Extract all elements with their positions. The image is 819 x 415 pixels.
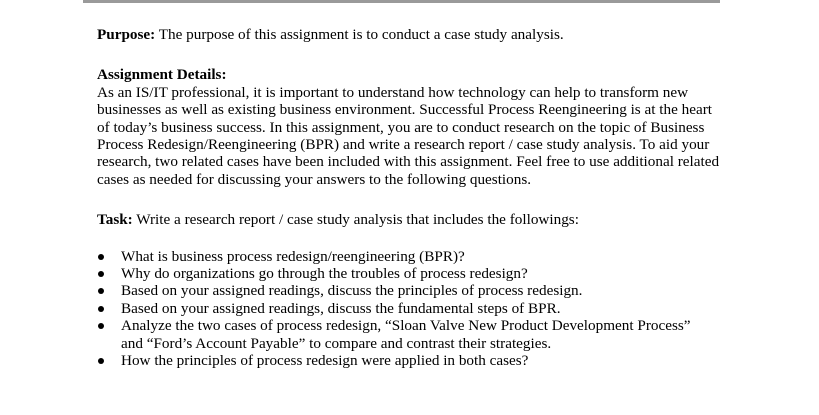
question-text: Based on your assigned readings, discuss the principles of process redesign.: [121, 282, 583, 300]
bullet-icon: [98, 306, 104, 312]
list-item: [97, 300, 711, 317]
bullet-icon: [98, 323, 104, 329]
bullet-icon: [98, 288, 104, 294]
bullet-icon: [98, 358, 104, 364]
purpose-paragraph: [97, 26, 737, 43]
bullet-icon: [98, 271, 104, 277]
question-text: Analyze the two cases of process redesign, “Sloan Valve New Product Development Process” and “Ford’s Account Payable” to compare and contrast their strategies.: [121, 317, 691, 352]
list-item: [97, 282, 711, 299]
list-item: [97, 352, 711, 369]
assignment-details-heading: Assignment Details:: [97, 66, 227, 84]
question-text: Why do organizations go through the troubles of process redesign?: [121, 265, 528, 283]
task-paragraph: [97, 211, 737, 228]
question-text: What is business process redesign/reengineering (BPR)?: [121, 247, 465, 265]
list-item: [97, 248, 711, 265]
purpose-label: Purpose:: [97, 26, 156, 43]
question-text: How the principles of process redesign were applied in both cases?: [121, 352, 529, 370]
assignment-details-body: As an IS/IT professional, it is important to understand how technology can help to transform new businesses as well as existing business environment. Successful Process Reengineering is at the heart of today’s business success. In this assignment, you are to conduct research on the topic of Business Process Redesign/Reengineering (BPR) and write a research report / case study analysis. To aid your research, two related cases have been included with this assignment. Feel free to use additional related cases as needed for discussing your answers to the following questions.: [97, 83, 720, 188]
question-list: [97, 248, 737, 370]
question-text: Based on your assigned readings, discuss the fundamental steps of BPR.: [121, 299, 561, 317]
document-page: [97, 26, 737, 370]
list-item: [97, 317, 711, 352]
task-label: Task:: [97, 211, 133, 229]
top-divider: [83, 0, 720, 3]
list-item: [97, 265, 711, 282]
purpose-text: The purpose of this assignment is to conduct a case study analysis.: [155, 26, 564, 43]
bullet-icon: [98, 254, 104, 260]
task-text: Write a research report / case study analysis that includes the followings:: [132, 211, 579, 229]
